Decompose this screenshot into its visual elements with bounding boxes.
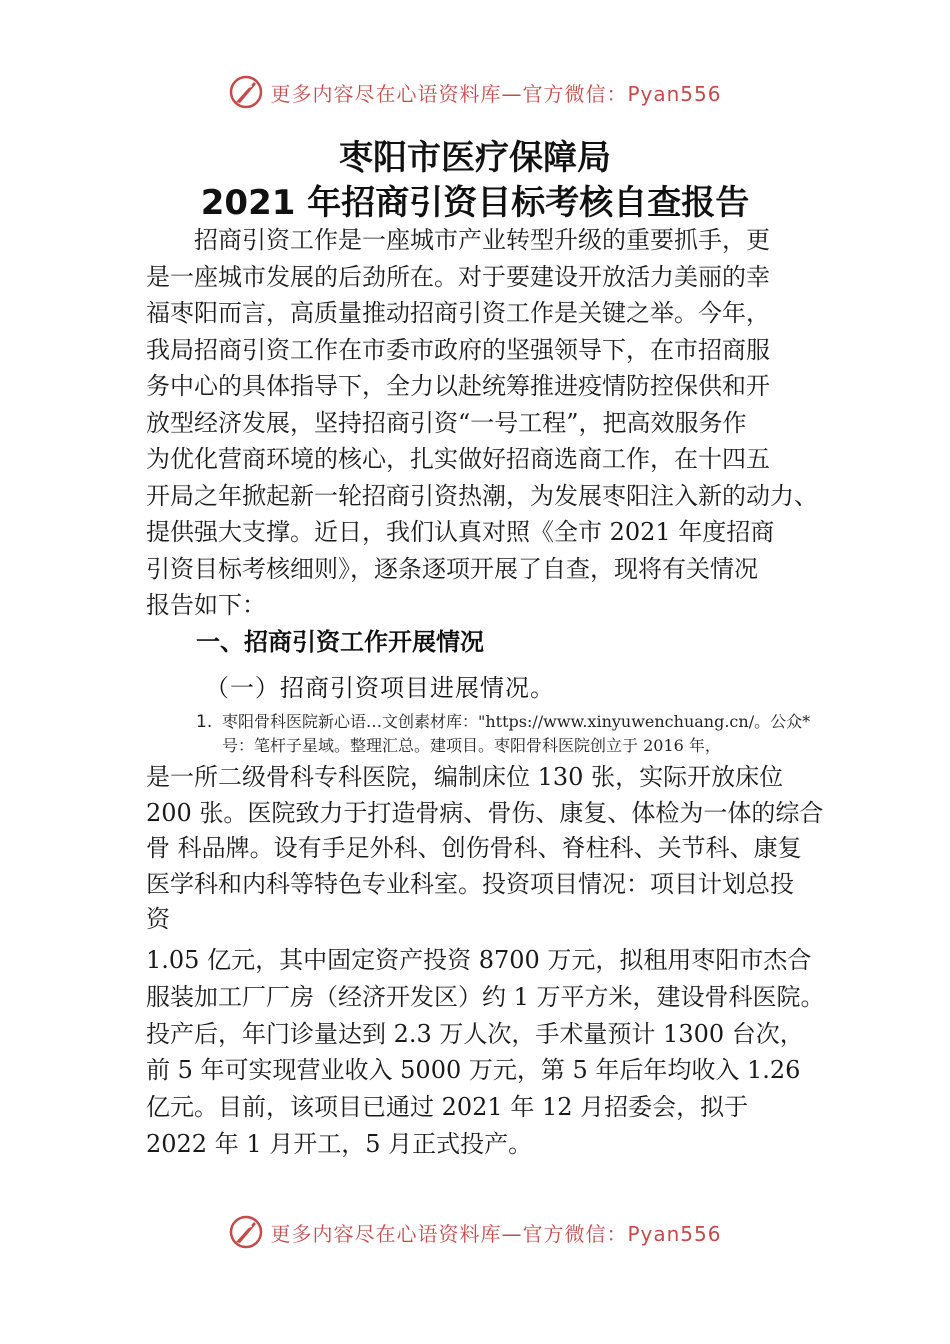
text-line: 为优化营商环境的核心，扎实做好招商选商工作，在十四五 — [146, 445, 770, 473]
text-line: 引资目标考核细则》，逐条逐项开展了自查，现将有关情况 — [146, 554, 758, 583]
watermark-text: 更多内容尽在心语资料库—官方微信：Pyan556 — [270, 1221, 722, 1246]
document-title-line1: 枣阳市医疗保障局 — [339, 138, 611, 178]
document-title-line2: 2021 年招商引资目标考核自查报告 — [200, 183, 750, 223]
text-line: 是一所二级骨科专科医院，编制床位 130 张，实际开放床位 — [146, 763, 784, 791]
text-line: 我局招商引资工作在市委市政府的坚强领导下，在市招商服 — [146, 335, 770, 364]
hospital-description-paragraph — [146, 760, 826, 938]
text-line: 医学科和内科等特色专业科室。投资项目情况：项目计划总投 — [146, 869, 794, 898]
list-item-number: 1. — [196, 712, 213, 732]
text-line: 资 — [146, 905, 170, 933]
text-line: 亿元。目前，该项目已通过 2021 年 12 月招委会，拟于 — [146, 1093, 749, 1122]
text-line: 200 张。医院致力于打造骨病、骨伤、康复、体检为一体的综合 — [146, 798, 824, 827]
text-line: 投产后，年门诊量达到 2.3 万人次，手术量预计 1300 台次， — [146, 1019, 804, 1048]
text-line: 报告如下： — [146, 591, 266, 619]
watermark-text: 更多内容尽在心语资料库—官方微信：Pyan556 — [270, 81, 722, 106]
quill-logo-icon — [228, 74, 264, 110]
text-line: 放型经济发展，坚持招商引资“一号工程”，把高效服务作 — [146, 408, 747, 437]
text-line: 提供强大支撑。近日，我们认真对照《全市 2021 年度招商 — [146, 518, 775, 546]
section-heading: 一、招商引资工作开展情况 — [196, 628, 484, 656]
subsection-heading: （一）招商引资项目进展情况。 — [205, 674, 555, 702]
text-line: 福枣阳而言，高质量推动招商引资工作是关键之举。今年， — [146, 299, 770, 327]
text-line: 服装加工厂厂房（经济开发区）约 1 万平方米，建设骨科医院。 — [146, 982, 825, 1011]
text-line: 务中心的具体指导下，全力以赴统筹推进疫情防控保供和开 — [146, 372, 770, 400]
list-item — [196, 710, 866, 758]
text-line: 骨 科品牌。设有手足外科、创伤骨科、脊柱科、关节科、康复 — [146, 834, 802, 862]
text-line: 是一座城市发展的后劲所在。对于要建设开放活力美丽的幸 — [146, 262, 770, 291]
investment-paragraph — [146, 942, 826, 1163]
text-line: 开局之年掀起新一轮招商引资热潮，为发展枣阳注入新的动力、 — [146, 481, 818, 510]
quill-logo-icon — [228, 1214, 264, 1250]
text-line: 2022 年 1 月开工，5 月正式投产。 — [146, 1129, 533, 1158]
header-watermark — [0, 72, 950, 112]
footer-watermark — [0, 1212, 950, 1252]
text-line: 招商引资工作是一座城市产业转型升级的重要抓手，更 — [146, 226, 770, 254]
intro-paragraph — [146, 222, 826, 624]
text-line: 前 5 年可实现营业收入 5000 万元，第 5 年后年均收入 1.26 — [146, 1056, 801, 1085]
list-item-text: 号：笔杆子星域。整理汇总。建项目。枣阳骨科医院创立于 2016 年， — [222, 736, 721, 755]
text-line: 1.05 亿元，其中固定资产投资 8700 万元，拟租用枣阳市杰合 — [146, 946, 812, 974]
list-item-text: 枣阳骨科医院新心语…文创素材库："https://www.xinyuwenchuang.cn/。公众* — [222, 712, 811, 731]
